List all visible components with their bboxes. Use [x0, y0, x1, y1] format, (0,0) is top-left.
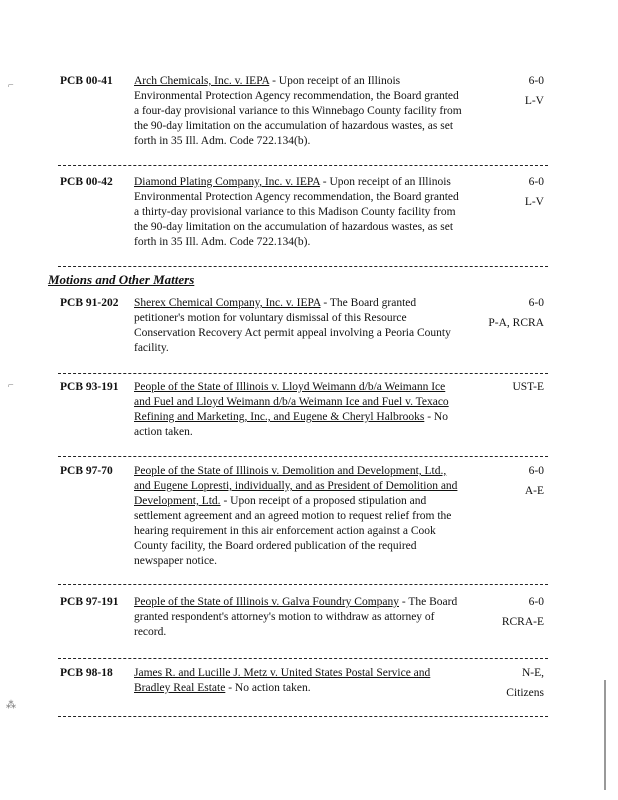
- scan-edge-mark: [604, 680, 606, 790]
- vote-block: [464, 666, 544, 706]
- case-summary: - Upon receipt of an Illinois Environmental Protection Agency recommendation, the Board granted a four-day provisional variance to this Winnebago County facility from the 90-day limitation on the accumulation of hazardous wastes, as set forth in 35 Ill. Adm. Code 722.134(b).: [134, 75, 462, 147]
- entry-divider: [58, 584, 548, 585]
- case-type: Citizens: [506, 687, 544, 699]
- case-summary: - The Board granted petitioner's motion for voluntary dismissal of this Resource Conservation Recovery Act permit appeal involving a Peoria County facility.: [134, 297, 451, 354]
- case-title: People of the State of Illinois v. Galva Foundry Company: [134, 596, 399, 608]
- vote-block: [464, 175, 544, 215]
- case-number: PCB 93-191: [60, 381, 119, 393]
- vote-block: [464, 380, 544, 400]
- case-description: [134, 380, 464, 440]
- case-title: Sherex Chemical Company, Inc. v. IEPA: [134, 297, 321, 309]
- vote-count: 6-0: [528, 176, 544, 188]
- case-number: PCB 00-41: [60, 75, 113, 87]
- case-entry: [60, 380, 544, 440]
- case-entry: [60, 666, 544, 700]
- case-type: P-A, RCRA: [488, 317, 544, 329]
- case-entry: [60, 74, 544, 150]
- vote-count: N-E,: [521, 667, 544, 679]
- entry-divider: [58, 373, 548, 374]
- vote-block: [464, 595, 544, 635]
- entry-divider: [58, 716, 548, 717]
- case-description: [134, 666, 464, 696]
- vote-block: [464, 464, 544, 504]
- case-title: James R. and Lucille J. Metz v. United States Postal Service and Bradley Real Estate: [134, 667, 431, 694]
- case-summary: - No action taken.: [225, 682, 311, 694]
- section-heading: Motions and Other Matters: [48, 272, 195, 287]
- entry-divider: [58, 456, 548, 457]
- case-description: [134, 595, 464, 640]
- case-entry: [60, 175, 544, 251]
- case-entry: [60, 464, 544, 570]
- case-summary: - The Board granted respondent's attorney's motion to withdraw as attorney of record.: [134, 596, 458, 638]
- case-summary: - No action taken.: [134, 411, 448, 438]
- case-entry: [60, 296, 544, 356]
- scan-artifact: ⁂: [6, 700, 16, 711]
- case-description: [134, 175, 464, 250]
- case-number: PCB 97-191: [60, 596, 119, 608]
- case-description: [134, 296, 464, 356]
- vote-count: 6-0: [528, 465, 544, 477]
- scan-artifact: ⌐: [8, 80, 14, 91]
- case-type: L-V: [524, 196, 544, 208]
- case-type: A-E: [524, 485, 544, 497]
- scan-artifact: ⌐: [8, 380, 14, 391]
- case-type: RCRA-E: [501, 616, 544, 628]
- case-title: People of the State of Illinois v. Demolition and Development, Ltd., and Eugene Lopresti, individually, and as President of Demolition and Development, Ltd.: [134, 465, 458, 507]
- case-summary: - Upon receipt of an Illinois Environmental Protection Agency recommendation, the Board granted a thirty-day provisional variance to this Madison County facility from the 90-day limitation on the accumulation of hazardous wastes, as set forth in 35 Ill. Adm. Code 722.134(b).: [134, 176, 459, 248]
- case-title: Arch Chemicals, Inc. v. IEPA: [134, 75, 270, 87]
- case-title: People of the State of Illinois v. Lloyd Weimann d/b/a Weimann Ice and Fuel and Lloyd Weimann d/b/a Weimann Ice and Fuel v. Texaco Refining and Marketing, Inc., and Eugene & Cheryl Halbrooks: [134, 381, 449, 423]
- vote-block: [464, 74, 544, 114]
- vote-count: UST-E: [512, 381, 544, 393]
- vote-count: 6-0: [528, 297, 544, 309]
- case-number: PCB 91-202: [60, 297, 119, 309]
- entry-divider: [58, 165, 548, 166]
- case-title: Diamond Plating Company, Inc. v. IEPA: [134, 176, 320, 188]
- entry-divider: [58, 658, 548, 659]
- case-number: PCB 97-70: [60, 465, 113, 477]
- vote-block: [464, 296, 544, 336]
- vote-count: 6-0: [528, 596, 544, 608]
- case-description: [134, 74, 464, 149]
- case-description: [134, 464, 464, 569]
- case-type: L-V: [524, 95, 544, 107]
- case-summary: - Upon receipt of a proposed stipulation and settlement agreement and an agreed motion to request relief from the hearing requirement in this air enforcement action against a Cook County facility, the Board ordered publication of the required newspaper notice.: [134, 495, 452, 567]
- case-number: PCB 98-18: [60, 667, 113, 679]
- vote-count: 6-0: [528, 75, 544, 87]
- case-entry: [60, 595, 544, 641]
- entry-divider: [58, 266, 548, 267]
- case-number: PCB 00-42: [60, 176, 113, 188]
